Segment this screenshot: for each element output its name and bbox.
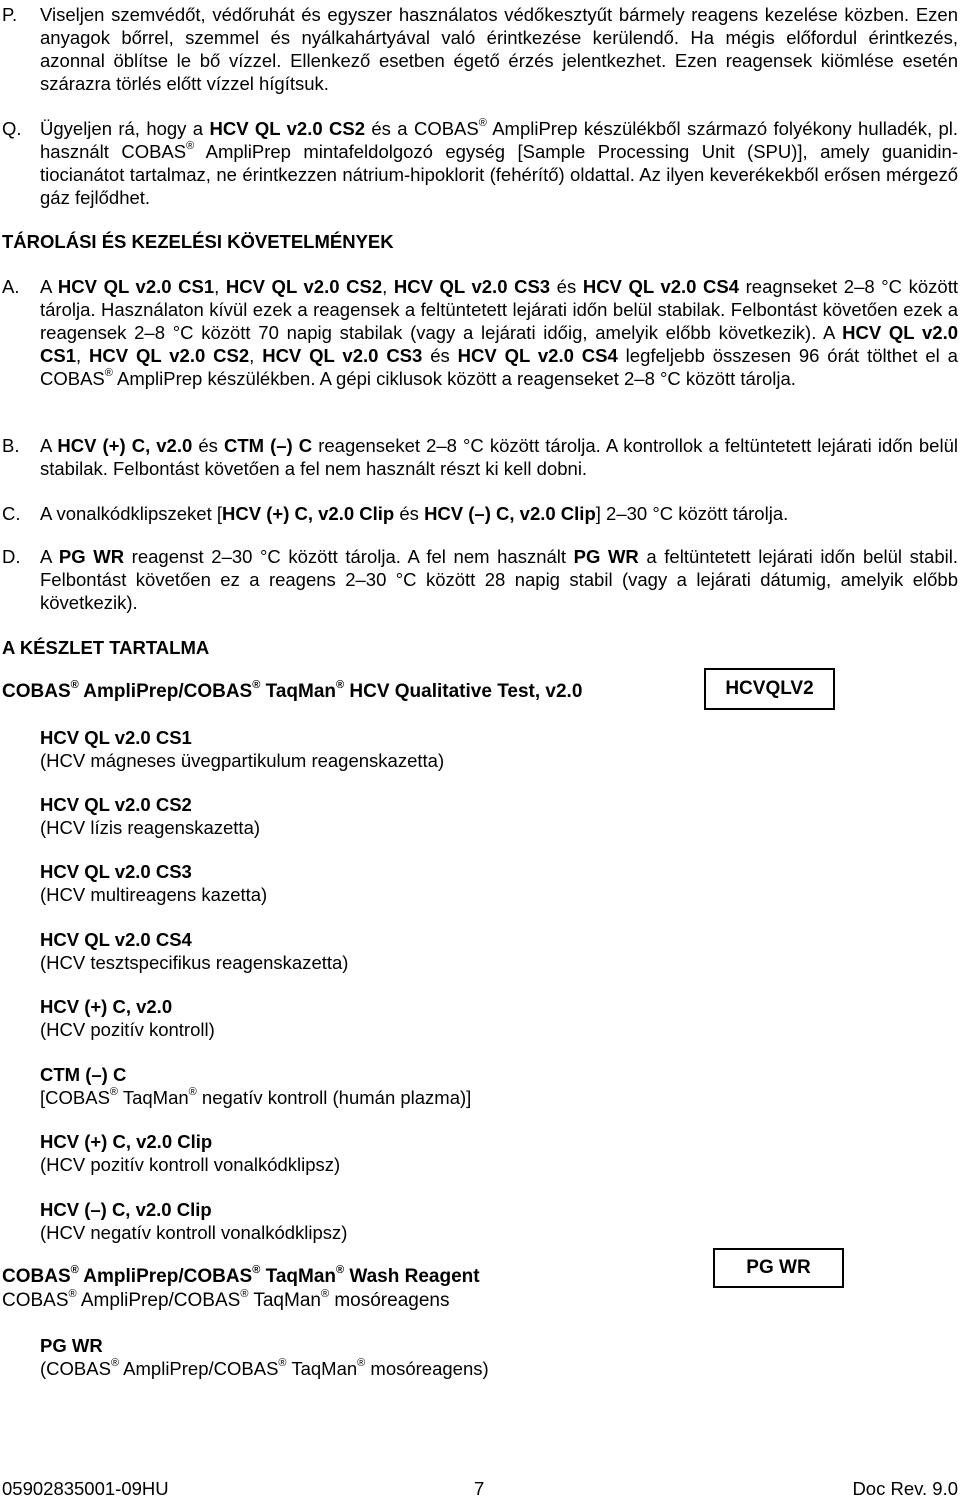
component-name: HCV (+) C, v2.0 Clip bbox=[40, 1131, 213, 1152]
footer-revision: Doc Rev. 9.0 bbox=[852, 1478, 958, 1499]
storage-text-b: A HCV (+) C, v2.0 és CTM (–) C reagenseket 2–8 °C között tárolja. A kontrollok a feltüntetett lejárati időn belül stabilak. Felbontást követően a fel nem használt részt ki kell dobni. bbox=[40, 435, 958, 479]
component-name: HCV (+) C, v2.0 bbox=[40, 996, 173, 1017]
item-label: A. bbox=[2, 276, 20, 297]
footer-page-number: 7 bbox=[474, 1478, 485, 1499]
storage-text-d: A PG WR reagenst 2–30 °C között tárolja. A fel nem használt PG WR a feltüntetett lejárati időn belül stabil. Felbontást követően ez a reagens 2–30 °C között 28 napig stabil (vagy a lejárati dátumig, amelyik előbb következik). bbox=[40, 546, 958, 613]
component-desc: [COBAS® TaqMan® negatív kontroll (humán plazma)] bbox=[40, 1086, 472, 1108]
item-label: C. bbox=[2, 503, 21, 524]
component-desc: (HCV negatív kontroll vonalkódklipsz) bbox=[40, 1222, 348, 1243]
kit-test-title: COBAS® AmpliPrep/COBAS® TaqMan® HCV Qualitative Test, v2.0 bbox=[2, 679, 583, 702]
component-name: HCV QL v2.0 CS4 bbox=[40, 929, 192, 950]
kit-component bbox=[40, 726, 444, 772]
storage-text-a: A HCV QL v2.0 CS1, HCV QL v2.0 CS2, HCV QL v2.0 CS3 és HCV QL v2.0 CS4 reagnseket 2–8 °C között tárolja. Használaton kívül ezek a reagensek a feltüntetett lejárati időn belül stabilak. Felbontást követően ezek a reagensek 2–8 °C között 70 napig stabilak (vagy a lejárati időig, amelyik előbb következik). A HCV QL v2.0 CS1, HCV QL v2.0 CS2, HCV QL v2.0 CS3 és HCV QL v2.0 CS4 legfeljebb összesen 96 órát tölthet el a COBAS® AmpliPrep készülékben. A gépi ciklusok között a reagenseket 2–8 °C között tárolja. bbox=[40, 276, 959, 389]
component-desc: (HCV pozitív kontroll) bbox=[40, 1019, 215, 1040]
component-desc: (HCV mágneses üvegpartikulum reagenskazetta) bbox=[40, 750, 445, 771]
component-desc: (HCV lízis reagenskazetta) bbox=[40, 817, 261, 838]
item-label: B. bbox=[2, 435, 20, 456]
component-desc: (HCV pozitív kontroll vonalkódklipsz) bbox=[40, 1154, 341, 1175]
kit-code-box: HCVQLV2 bbox=[704, 668, 835, 710]
kit-component bbox=[40, 1063, 471, 1109]
component-name: HCV QL v2.0 CS1 bbox=[40, 727, 192, 748]
wash-code-box: PG WR bbox=[713, 1248, 844, 1288]
component-name: HCV QL v2.0 CS2 bbox=[40, 794, 192, 815]
component-desc: (COBAS® AmpliPrep/COBAS® TaqMan® mosóreagens) bbox=[40, 1357, 489, 1379]
kit-component bbox=[40, 928, 348, 974]
footer-doc-number: 05902835001-09HU bbox=[2, 1478, 169, 1499]
component-desc: (HCV tesztspecifikus reagenskazetta) bbox=[40, 952, 349, 973]
kit-component bbox=[40, 1198, 347, 1244]
kit-component bbox=[40, 1334, 489, 1380]
storage-text-c: A vonalkódklipszeket [HCV (+) C, v2.0 Clip és HCV (–) C, v2.0 Clip] 2–30 °C között tárolja. bbox=[40, 503, 789, 524]
kit-component bbox=[40, 1130, 340, 1176]
item-label: D. bbox=[2, 546, 21, 567]
kit-component bbox=[40, 793, 260, 839]
wash-reagent-title: COBAS® AmpliPrep/COBAS® TaqMan® Wash Reagent bbox=[2, 1264, 480, 1287]
component-desc: (HCV multireagens kazetta) bbox=[40, 884, 268, 905]
component-name: PG WR bbox=[40, 1335, 103, 1356]
kit-heading: A KÉSZLET TARTALMA bbox=[2, 637, 210, 658]
kit-component bbox=[40, 995, 215, 1041]
item-label: P. bbox=[2, 4, 18, 25]
component-name: CTM (–) C bbox=[40, 1064, 127, 1085]
item-label: Q. bbox=[2, 118, 22, 139]
storage-heading: TÁROLÁSI ÉS KEZELÉSI KÖVETELMÉNYEK bbox=[2, 231, 394, 252]
safety-text-q: Ügyeljen rá, hogy a HCV QL v2.0 CS2 és a COBAS® AmpliPrep készülékből származó folyékony hulladék, pl. használt COBAS® AmpliPrep mintafeldolgozó egység [Sample Processing Unit (SPU)], amely guanidin-tiocianátot tartalmaz, ne érintkezzen nátrium-hipoklorit (fehérítő) oldattal. Az ilyen keverékekből erősen mérgező gáz fejlődhet. bbox=[40, 117, 958, 208]
safety-text-p: Viseljen szemvédőt, védőruhát és egyszer használatos védőkesztyűt bármely reagens kezelése közben. Ezen anyagok bőrrel, szemmel és nyálkahártyával való érintkezése kerülendő. Ha mégis előfordul érintkezés, azonnal öblítse le bő vízzel. Ellenkező esetben égető érzés jelentkezhet. Ezen reagensek kiömlése esetén szárazra törlés előtt vízzel hígítsuk. bbox=[40, 4, 958, 94]
kit-component bbox=[40, 860, 267, 906]
component-name: HCV (–) C, v2.0 Clip bbox=[40, 1199, 212, 1220]
component-name: HCV QL v2.0 CS3 bbox=[40, 861, 192, 882]
wash-reagent-subtitle: COBAS® AmpliPrep/COBAS® TaqMan® mosóreagens bbox=[2, 1288, 450, 1311]
